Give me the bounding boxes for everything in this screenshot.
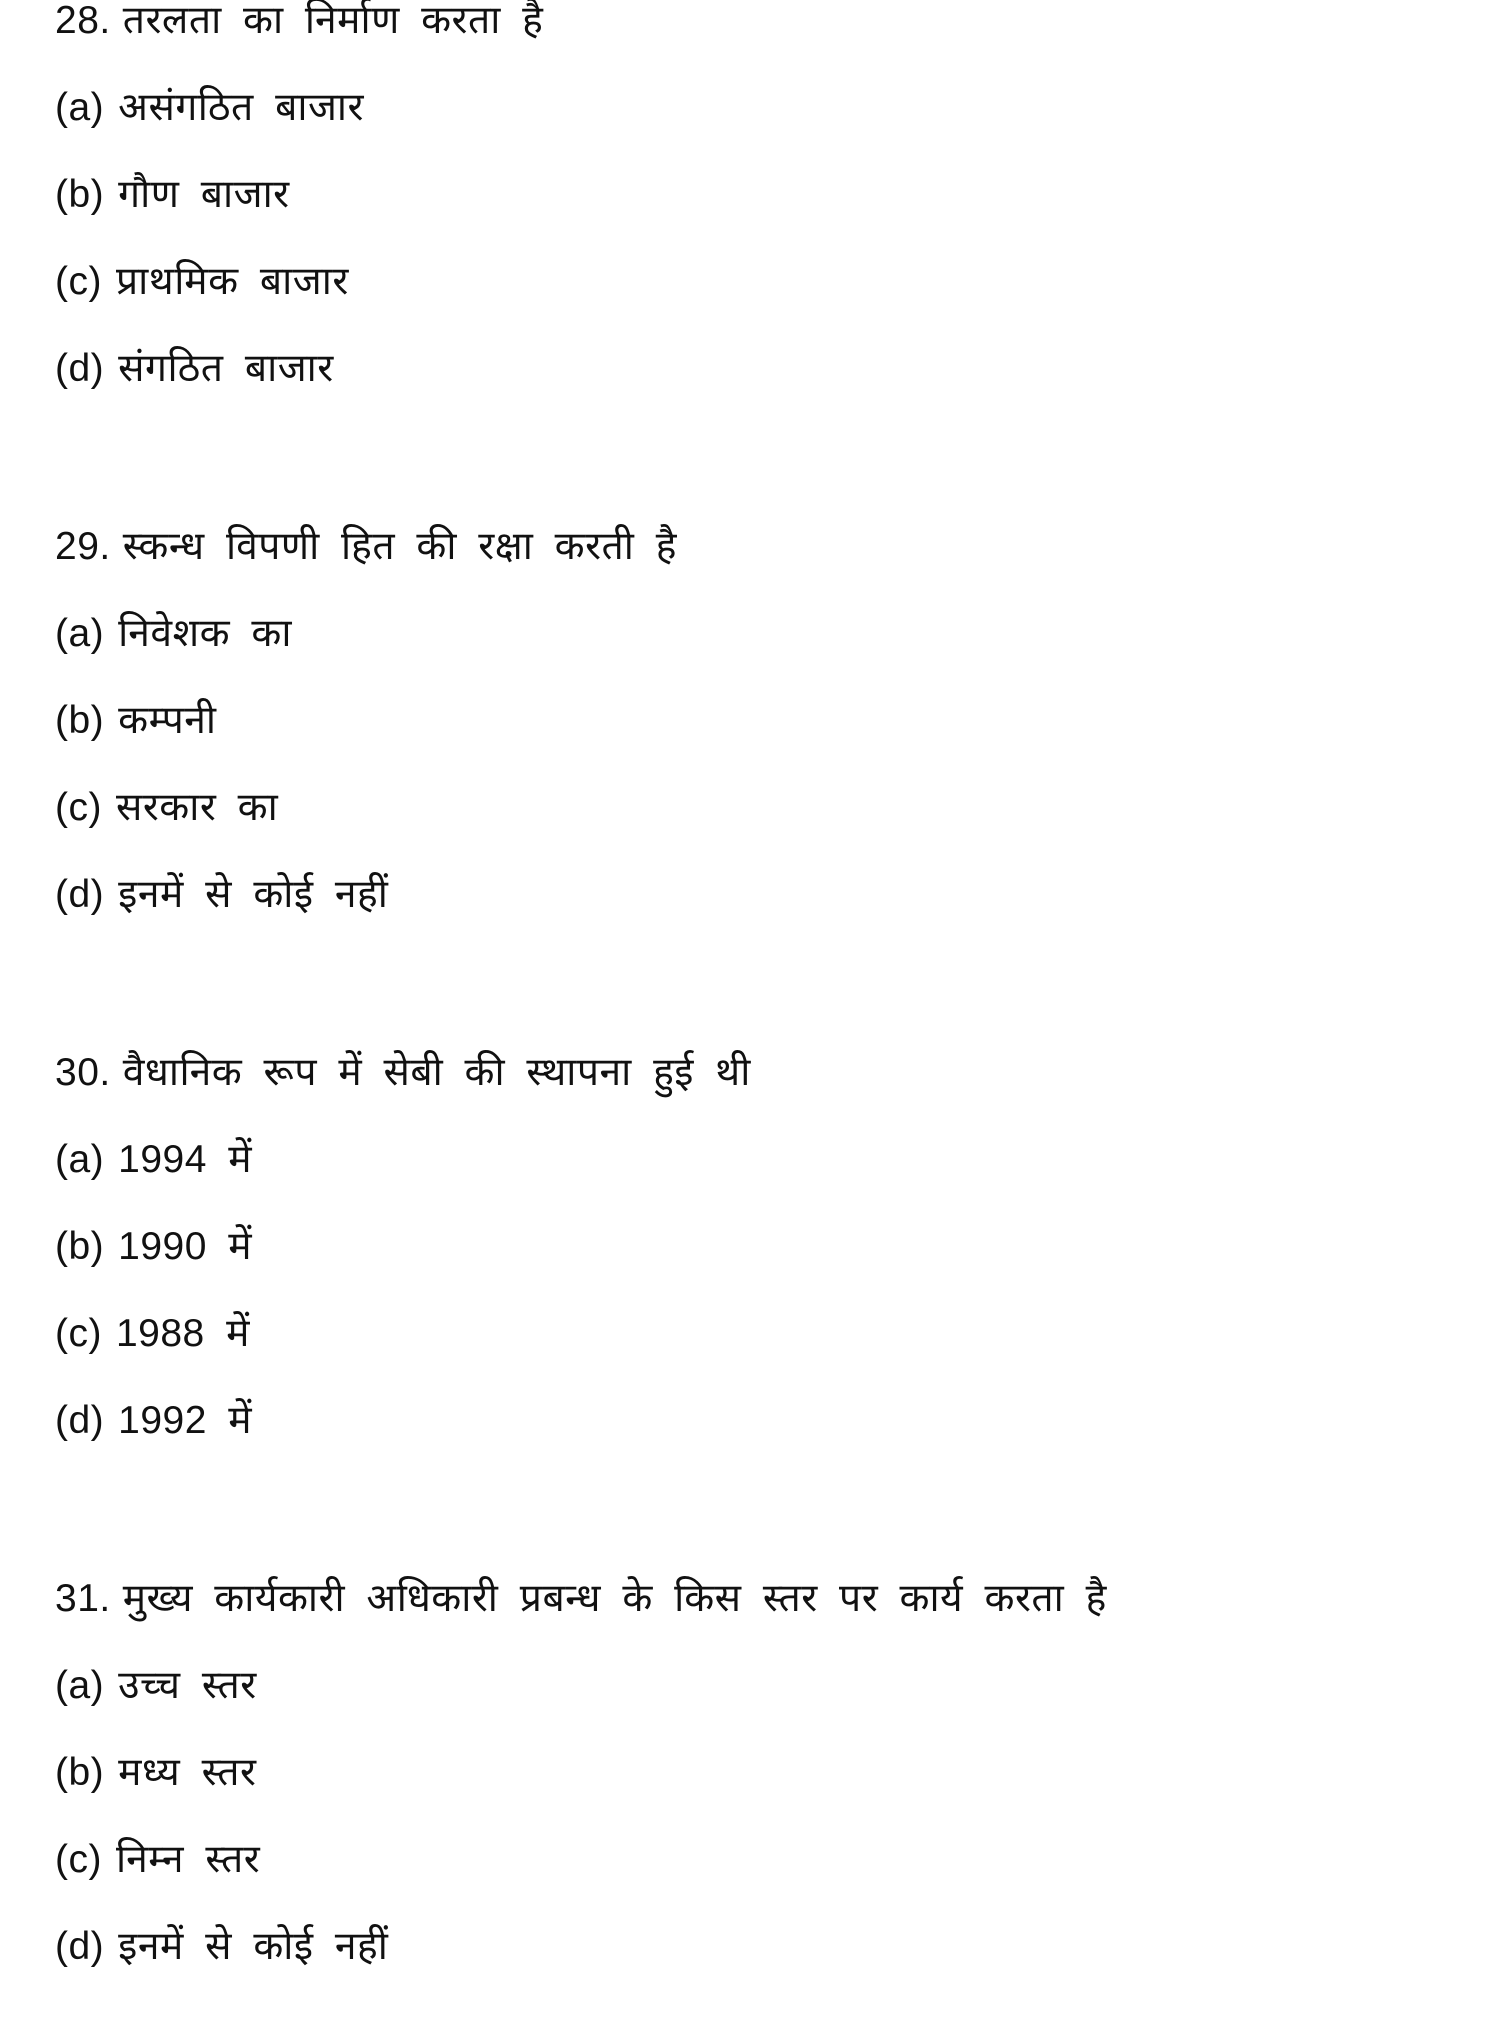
option-d (55, 870, 388, 920)
option-label: (b) (55, 699, 105, 742)
option-label: (b) (55, 1225, 105, 1268)
option-text: निम्न स्तर (115, 1838, 261, 1881)
option-text: 1992 में (118, 1399, 253, 1442)
option-text: 1990 में (118, 1225, 253, 1268)
option-d (55, 344, 334, 394)
option-text: उच्च स्तर (118, 1664, 257, 1707)
question-heading (55, 1574, 1107, 1624)
option-a (55, 1135, 252, 1185)
option-label: (c) (55, 1838, 102, 1881)
question-text: वैधानिक रूप में सेबी की स्थापना हुई थी (122, 1051, 751, 1094)
option-c (55, 1309, 250, 1359)
option-text: मध्य स्तर (118, 1751, 257, 1794)
option-label: (a) (55, 612, 105, 655)
option-text: इनमें से कोई नहीं (118, 1925, 389, 1968)
question-number: 30. (55, 1051, 111, 1094)
option-b (55, 696, 216, 746)
option-text: कम्पनी (118, 699, 217, 742)
option-label: (b) (55, 1751, 105, 1794)
option-d (55, 1922, 388, 1972)
option-label: (d) (55, 347, 105, 390)
option-text: निवेशक का (118, 612, 292, 655)
question-text: स्कन्ध विपणी हित की रक्षा करती है (122, 525, 677, 568)
option-b (55, 170, 290, 220)
question-number: 28. (55, 0, 111, 42)
question-text: तरलता का निर्माण करता है (122, 0, 544, 42)
option-a (55, 83, 364, 133)
option-c (55, 1835, 260, 1885)
option-text: गौण बाजार (118, 173, 290, 216)
option-c (55, 257, 349, 307)
option-label: (a) (55, 1138, 105, 1181)
option-b (55, 1748, 256, 1798)
option-label: (c) (55, 1312, 102, 1355)
option-b (55, 1222, 252, 1272)
option-text: सरकार का (115, 786, 279, 829)
question-number: 31. (55, 1577, 111, 1620)
option-label: (c) (55, 260, 102, 303)
question-text: मुख्य कार्यकारी अधिकारी प्रबन्ध के किस स्तर पर कार्य करता है (122, 1577, 1107, 1620)
option-a (55, 1661, 257, 1711)
option-text: 1994 में (118, 1138, 253, 1181)
option-text: संगठित बाजार (118, 347, 334, 390)
option-label: (d) (55, 1399, 105, 1442)
option-c (55, 783, 278, 833)
option-text: इनमें से कोई नहीं (118, 873, 389, 916)
option-text: प्राथमिक बाजार (115, 260, 349, 303)
question-number: 29. (55, 525, 111, 568)
option-label: (a) (55, 86, 105, 129)
option-label: (d) (55, 1925, 105, 1968)
question-heading (55, 1048, 751, 1098)
question-heading (55, 0, 543, 46)
option-a (55, 609, 292, 659)
option-label: (d) (55, 873, 105, 916)
option-label: (a) (55, 1664, 105, 1707)
option-text: असंगठित बाजार (118, 86, 364, 129)
question-heading (55, 522, 677, 572)
option-label: (b) (55, 173, 105, 216)
option-label: (c) (55, 786, 102, 829)
option-text: 1988 में (115, 1312, 250, 1355)
option-d (55, 1396, 252, 1446)
